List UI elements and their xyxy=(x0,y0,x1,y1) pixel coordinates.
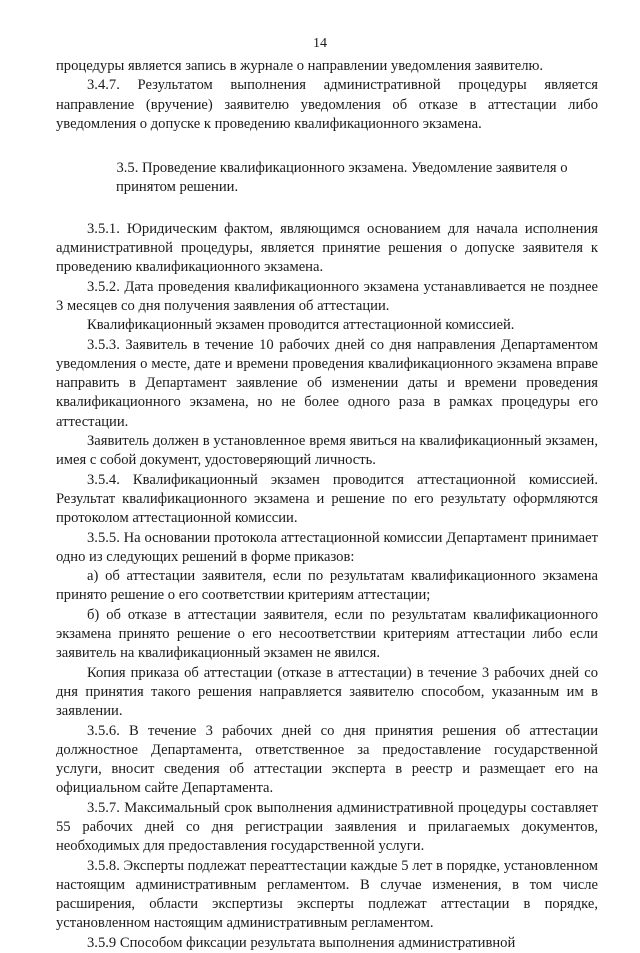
paragraph-3-5-8: 3.5.8. Эксперты подлежат переаттестации каждые 5 лет в порядке, установленном настоящим административным регламентом. В случае изменения, в том числе расширения, области экспертизы эксперты подлежат аттестации в порядке, установленном настоящим административным регламентом. xyxy=(56,857,598,932)
paragraph-3-5-3: 3.5.3. Заявитель в течение 10 рабочих дней со дня направления Департаментом уведомления о месте, дате и времени проведения квалификационного экзамена вправе направить в Департамент заявление об изменении даты и времени проведения квалификационного экзамена, но не более одного раза в рамках процедуры его аттестации. xyxy=(56,336,598,430)
paragraph-order-copy: Копия приказа об аттестации (отказе в аттестации) в течение 3 рабочих дней со дня принятия такого решения направляется заявителю способом, указанным им в заявлении. xyxy=(56,664,598,720)
paragraph-3-5-6: 3.5.6. В течение 3 рабочих дней со дня принятия решения об аттестации должностное Департамента, ответственное за предоставление государственной услуги, вносит сведения об аттестации эксперта в реестр и размещает его на официальном сайте Департамента. xyxy=(56,722,598,797)
paragraph-3-4-7: 3.4.7. Результатом выполнения административной процедуры является направление (вручение) заявителю уведомления об отказе в аттестации либо уведомления о допуске к проведению квалификационного экзамена. xyxy=(56,77,598,132)
paragraph-3-5-9: 3.5.9 Способом фиксации результата выполнения административной xyxy=(87,934,516,951)
list-item-a: а) об аттестации заявителя, если по результатам квалификационного экзамена принято решение о его соответствии критериям аттестации; xyxy=(56,568,598,604)
paragraph-3-5-1: 3.5.1. Юридическим фактом, являющимся основанием для начала исполнения административной процедуры, является принятие решения о допуске заявителя к проведению квалификационного экзамена. xyxy=(56,220,598,276)
section-heading: 3.5. Проведение квалификационного экзамена. Уведомление заявителя о принятом решении. xyxy=(116,160,568,196)
paragraph-3-5-7: 3.5.7. Максимальный срок выполнения административной процедуры составляет 55 рабочих дней со дня регистрации заявления и прилагаемых документов, необходимых для предоставления государственной услуги. xyxy=(56,799,598,855)
list-item-b: б) об отказе в аттестации заявителя, если по результатам квалификационного экзамена принято решение о его несоответствии критериям аттестации либо если заявитель на квалификационный экзамен не явился. xyxy=(56,606,598,662)
paragraph-continuation: процедуры является запись в журнале о направлении уведомления заявителю. xyxy=(56,58,544,74)
paragraph-3-5-4: 3.5.4. Квалификационный экзамен проводится аттестационной комиссией. Результат квалификационного экзамена и решение по его результату оформляются протоколом аттестационной комиссии. xyxy=(56,471,598,527)
paragraph-3-5-2: 3.5.2. Дата проведения квалификационного экзамена устанавливается не позднее 3 месяцев со дня получения заявления об аттестации. xyxy=(56,278,598,314)
page-number: 14 xyxy=(313,36,327,51)
paragraph-applicant-appear: Заявитель должен в установленное время явиться на квалификационный экзамен, имея с собой документ, удостоверяющий личность. xyxy=(56,433,598,469)
paragraph-commission: Квалификационный экзамен проводится аттестационной комиссией. xyxy=(87,317,515,334)
document-body xyxy=(56,57,598,953)
paragraph-3-5-5: 3.5.5. На основании протокола аттестационной комиссии Департамент принимает одно из следующих решений в форме приказов: xyxy=(56,529,598,565)
